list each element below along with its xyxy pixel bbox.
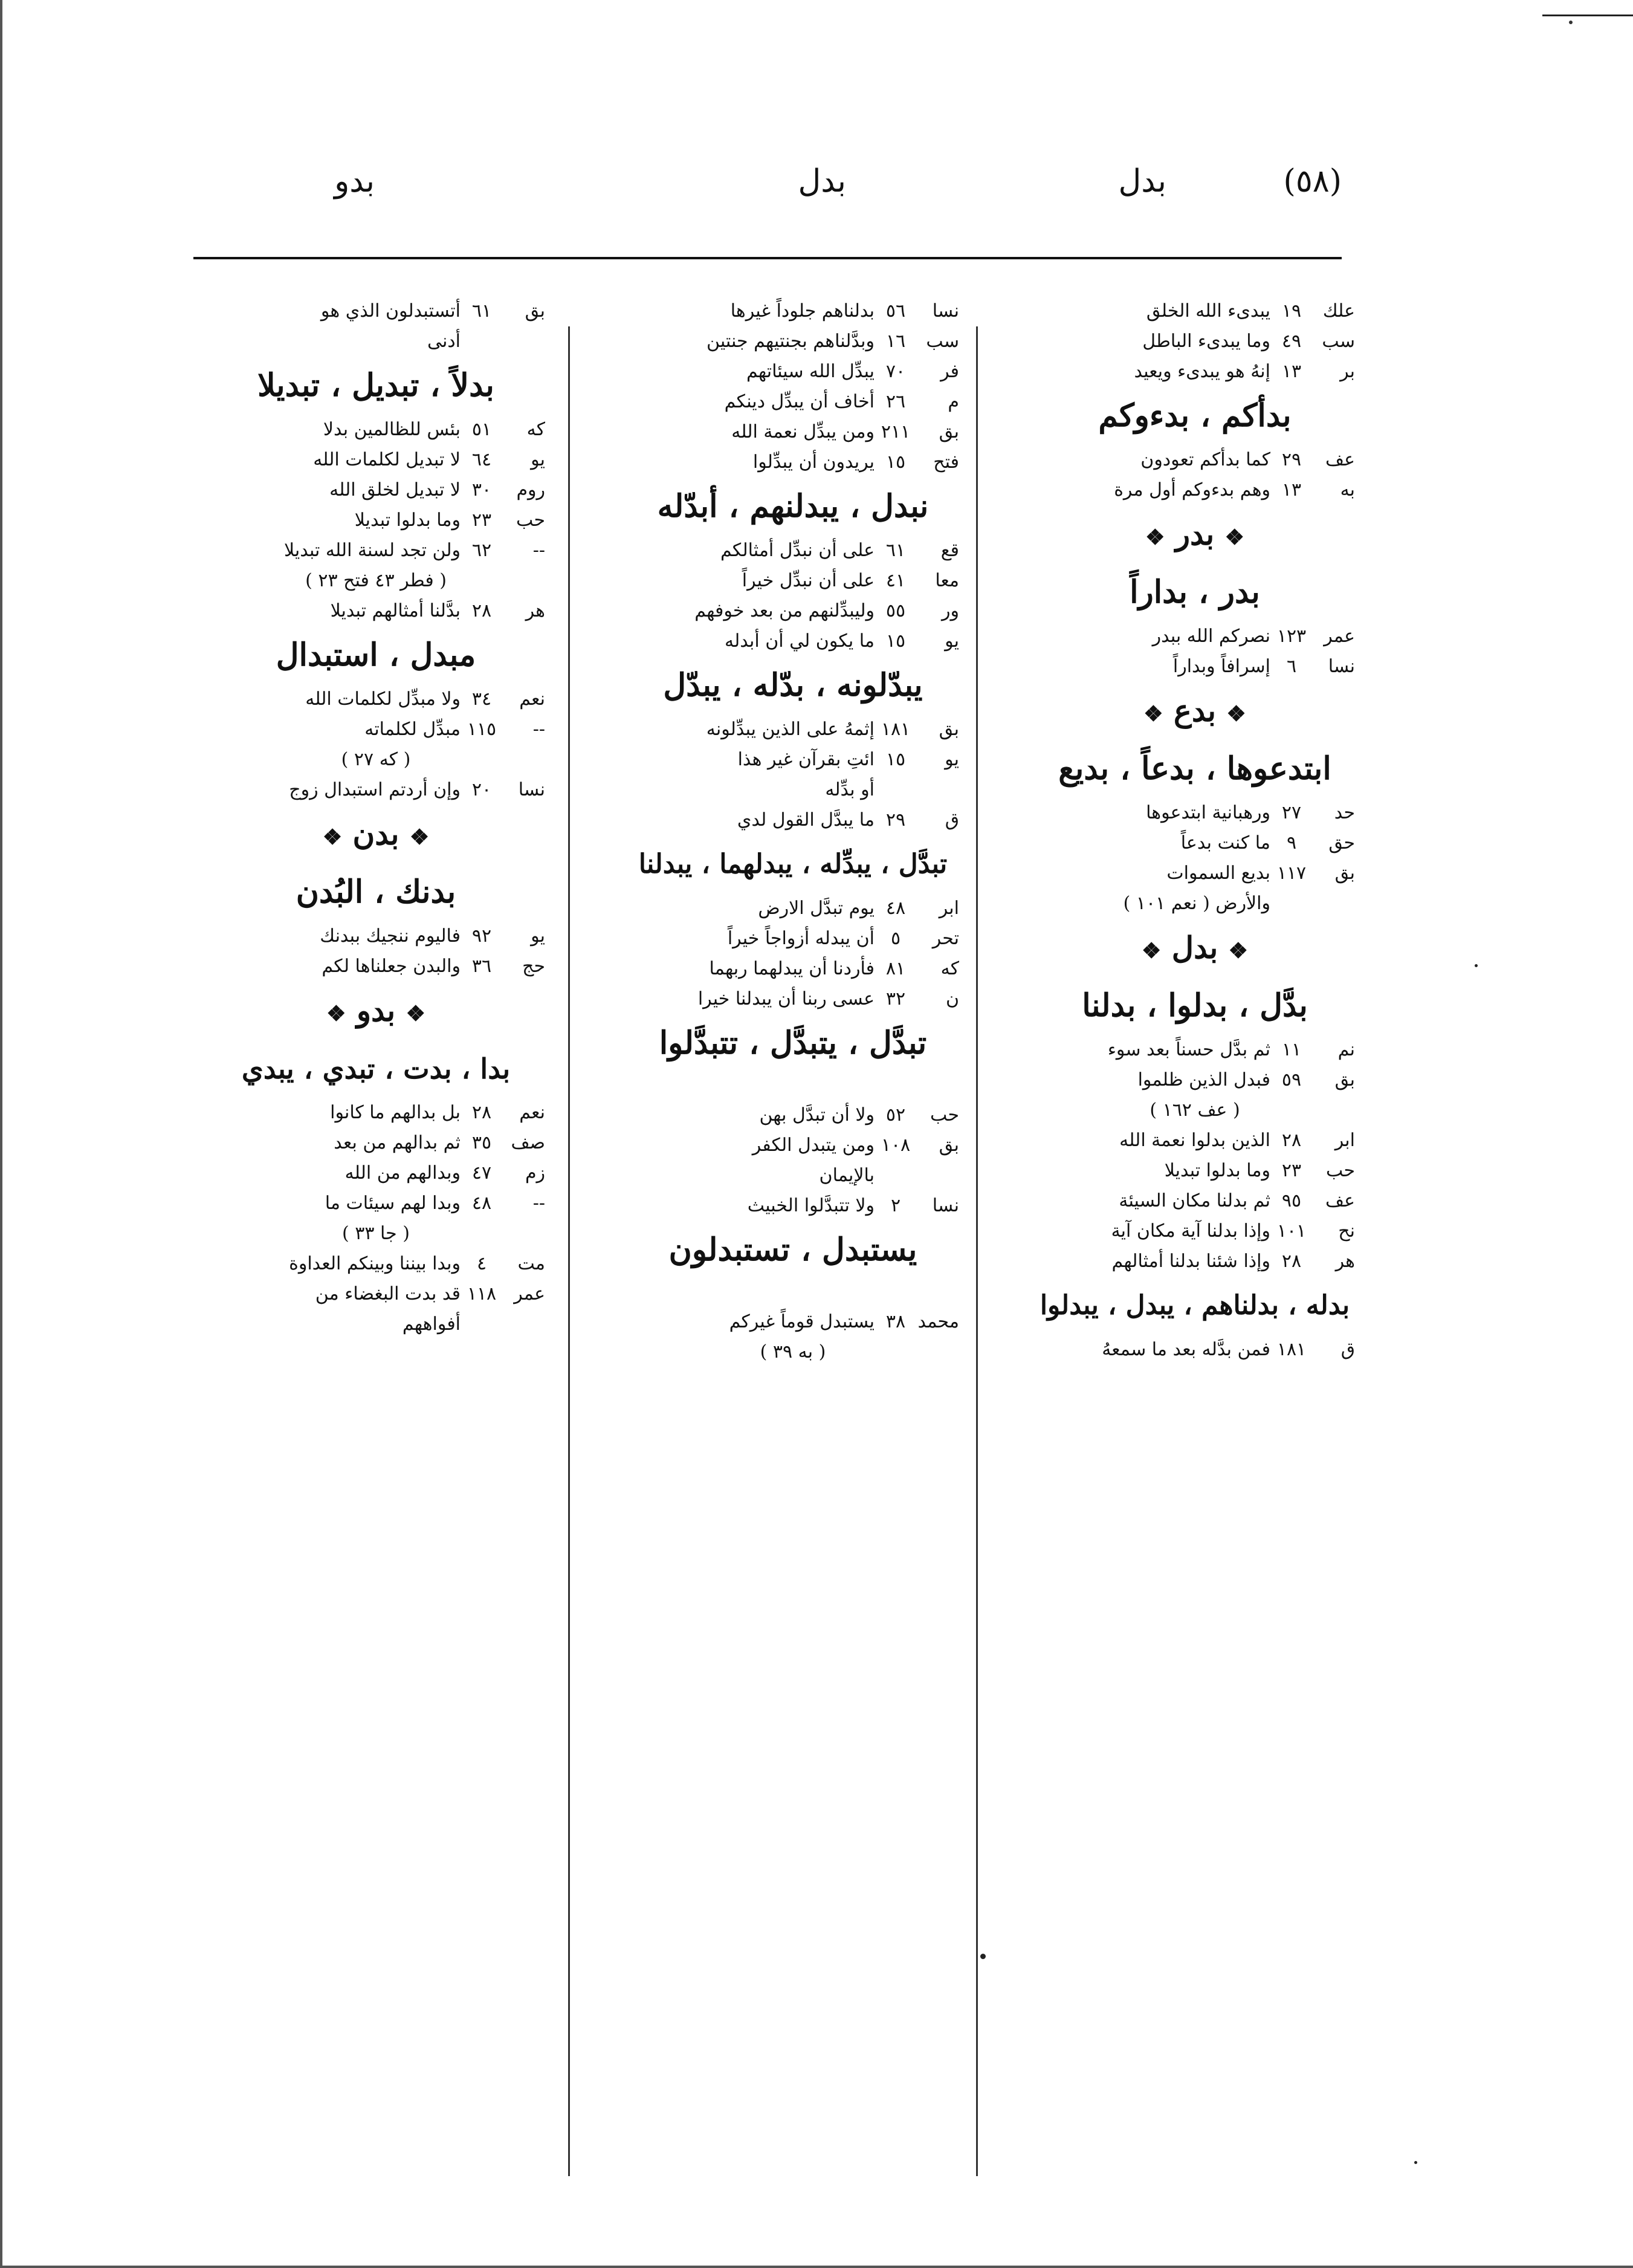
verse-number: ٢٨: [1281, 1251, 1302, 1272]
scan-speck: [1475, 964, 1478, 967]
verse-number: ٢٩: [1281, 449, 1302, 470]
entry-line: [1035, 1335, 1355, 1365]
verse-ref: عمر: [1324, 626, 1355, 647]
entry-line: [1035, 1246, 1355, 1277]
entry-line: [1035, 828, 1355, 858]
verse-number: ١٠١: [1276, 1220, 1307, 1242]
root-word: بدر: [1175, 516, 1215, 552]
bottom-scan-edge: [0, 2266, 1633, 2268]
verse-number: ٣٦: [471, 956, 492, 977]
verse-text: لا تبديل لخلق الله: [329, 479, 461, 501]
entry-line: [627, 1100, 959, 1130]
root-heading: [1035, 682, 1355, 740]
verse-ref: يو: [945, 749, 959, 770]
verse-ref: نسا: [932, 300, 959, 322]
headword: تبدَّل ، يتبدَّل ، تتبدَّلوا: [659, 1025, 927, 1061]
verse-number: ١١٧: [1276, 863, 1307, 884]
verse-text: ومن يبدِّل نعمة الله: [731, 421, 875, 442]
entry-continuation: أفواههم: [402, 1314, 461, 1335]
entry-line: [1035, 326, 1355, 357]
headword: بدله ، بدلناهم ، يبدل ، يبدلوا: [1040, 1290, 1350, 1321]
root-heading: [1035, 919, 1355, 977]
entry-line: [1035, 1156, 1355, 1186]
headword: بدَّل ، بدلوا ، بدلنا: [1082, 987, 1308, 1024]
headword: بدنك ، البُدن: [296, 873, 456, 910]
verse-text: فاليوم ننجيك ببدنك: [320, 925, 461, 947]
verse-text: يريدون أن يبدِّلوا: [752, 452, 875, 473]
entry-line: [627, 357, 959, 387]
entry-continuation: أو بدِّله: [825, 779, 875, 800]
verse-ref: عف: [1325, 1190, 1355, 1211]
ornament-icon: ❖: [1143, 701, 1163, 727]
ornament-icon: ❖: [326, 1001, 346, 1026]
verse-number: ٣٢: [885, 988, 906, 1009]
entry-continuation: ( به ٣٩ ): [760, 1341, 826, 1362]
verse-number: ٥: [890, 928, 901, 949]
verse-number: ٦٤: [471, 449, 492, 470]
verse-ref: قع: [940, 540, 959, 561]
entry-line: [207, 1098, 545, 1128]
entry-line: [627, 1130, 959, 1161]
headword: يستبدل ، تستبدلون: [668, 1231, 917, 1268]
verse-number: ٢٨: [471, 600, 492, 621]
entry-continuation: ( عف ١٦٢ ): [1150, 1100, 1240, 1121]
verse-number: ٨١: [885, 958, 906, 979]
verse-text: ما يبدَّل القول لدي: [737, 809, 875, 831]
verse-number: ٢: [890, 1195, 901, 1216]
entry-line: [627, 417, 959, 447]
verse-ref: تحر: [932, 928, 959, 949]
entry-line: [207, 475, 545, 505]
verse-ref: نح: [1338, 1220, 1355, 1242]
verse-text: والبدن جعلناها لكم: [322, 956, 461, 977]
verse-number: ٥٢: [885, 1104, 906, 1126]
verse-ref: ابر: [1334, 1130, 1355, 1151]
ornament-icon: ❖: [406, 1001, 425, 1026]
verse-text: ولا تتبدَّلوا الخبيث: [747, 1195, 875, 1216]
verse-number: ٢٧: [1281, 802, 1302, 823]
ornament-icon: ❖: [1226, 701, 1246, 727]
verse-ref: بق: [939, 1135, 959, 1156]
verse-number: ٤١: [885, 570, 906, 591]
entry-line: [627, 596, 959, 626]
headword: نبدل ، يبدلنهم ، أبدّله: [657, 488, 929, 525]
entry-continuation: أدنى: [427, 331, 461, 352]
verse-text: يبدىء الله الخلق: [1146, 300, 1270, 322]
entry-line: [627, 566, 959, 596]
headword: بدر ، بداراً: [1130, 574, 1260, 611]
verse-text: وبدالهم من الله: [344, 1162, 461, 1184]
entry-line: [1035, 798, 1355, 828]
verse-number: ٣٠: [471, 479, 492, 501]
verse-ref: ق: [1340, 1339, 1355, 1360]
verse-number: ٦٢: [471, 540, 492, 561]
entry-line: [627, 626, 959, 656]
verse-ref: ور: [942, 600, 959, 621]
header-root-col1: بدل: [1118, 163, 1166, 199]
verse-ref: --: [532, 540, 545, 561]
entry-line: [627, 1191, 959, 1221]
verse-ref: يو: [945, 630, 959, 652]
ornament-icon: ❖: [322, 825, 343, 850]
spacer: [627, 1279, 959, 1307]
entry-line: [207, 1158, 545, 1188]
verse-text: وهم بدءوكم أول مرة: [1114, 479, 1270, 501]
ornament-icon: ❖: [1224, 525, 1244, 550]
headword: تبدَّل ، يبدِّله ، يبدلهما ، يبدلنا: [638, 849, 948, 880]
entry-line: [1035, 1065, 1355, 1095]
verse-ref: حج: [522, 956, 545, 977]
verse-text: نصركم الله ببدر: [1152, 626, 1270, 647]
verse-text: ولا أن تبدَّل بهن: [759, 1104, 875, 1126]
headword: مبدل ، استبدال: [276, 637, 476, 673]
verse-text: وبدا لهم سيئات ما: [325, 1193, 461, 1214]
spacer: [627, 1072, 959, 1100]
verse-text: بديع السموات: [1166, 863, 1270, 884]
verse-text: الذين بدلوا نعمة الله: [1119, 1130, 1270, 1151]
entry-line: [1035, 1186, 1355, 1216]
headword: بدلاً ، تبديل ، تبديلا: [257, 367, 494, 404]
verse-number: ١١٨: [467, 1283, 497, 1304]
headword: بدا ، بدت ، تبدي ، يبدي: [241, 1052, 511, 1085]
header-root-col2: بدل: [798, 163, 846, 199]
entry-line: [207, 951, 545, 982]
entry-line: [627, 714, 959, 745]
verse-ref: عف: [1325, 449, 1355, 470]
entry-line: [627, 893, 959, 924]
verse-number: ٢٨: [471, 1102, 492, 1123]
entry-continuation: والأرض ( نعم ١٠١ ): [1123, 893, 1270, 914]
verse-ref: هر: [1335, 1251, 1355, 1272]
verse-ref: حب: [930, 1104, 959, 1126]
verse-number: ١٨١: [1276, 1339, 1307, 1360]
verse-ref: يو: [531, 925, 545, 947]
verse-number: ٣٥: [471, 1132, 492, 1153]
entry-line: [207, 445, 545, 475]
entry-line: [1035, 296, 1355, 326]
root-word: بدن: [352, 816, 399, 852]
verse-number: ١٩: [1281, 300, 1302, 322]
verse-number: ٧٠: [885, 361, 906, 382]
verse-number: ٢١١: [881, 421, 911, 442]
left-scan-edge: [0, 0, 2, 2268]
entry-line: [1035, 858, 1355, 889]
verse-text: ثم بدَّل حسناً بعد سوء: [1107, 1039, 1270, 1060]
entry-line: [627, 387, 959, 417]
verse-number: ٦١: [885, 540, 906, 561]
verse-ref: معا: [935, 570, 959, 591]
verse-ref: يو: [531, 449, 545, 470]
verse-text: أتستبدلون الذي هو: [320, 300, 461, 322]
verse-ref: فر: [940, 361, 959, 382]
verse-text: ولا مبدِّل لكلمات الله: [305, 688, 461, 710]
root-word: بدو: [356, 993, 396, 1028]
verse-text: وبدَّلناهم بجنتيهم جنتين: [707, 331, 875, 352]
verse-text: ثم بدلنا مكان السيئة: [1119, 1190, 1270, 1211]
ornament-icon: ❖: [409, 825, 430, 850]
entry-line: [1035, 357, 1355, 387]
header-root-col3: بدو: [334, 163, 375, 199]
entry-line: [207, 1128, 545, 1158]
ornament-icon: ❖: [1145, 525, 1165, 550]
verse-number: ٩٥: [1281, 1190, 1302, 1211]
verse-ref: بر: [1340, 361, 1355, 382]
verse-text: بدَّلنا أمثالهم تبديلا: [330, 600, 461, 621]
verse-number: ٣٨: [885, 1311, 906, 1332]
verse-ref: بق: [1334, 1069, 1355, 1090]
verse-text: ومن يتبدل الكفر: [752, 1135, 875, 1156]
ornament-icon: ❖: [1142, 938, 1162, 964]
entry-line: [207, 596, 545, 626]
verse-text: إسرافاً وبداراً: [1172, 656, 1270, 677]
verse-text: يستبدل قوماً غيركم: [729, 1311, 875, 1332]
entry-line: [207, 415, 545, 445]
verse-number: ٢٣: [1281, 1160, 1302, 1181]
entry-line: [627, 984, 959, 1014]
verse-text: على أن نبدِّل خيراً: [742, 570, 875, 591]
verse-ref: محمد: [917, 1311, 959, 1332]
root-word: بدل: [1171, 930, 1218, 965]
verse-text: فمن بدَّله بعد ما سمعهُ: [1102, 1339, 1270, 1360]
ornament-icon: ❖: [1228, 938, 1248, 964]
verse-number: ١٦: [885, 331, 906, 352]
scan-speck: [1414, 2161, 1417, 2164]
root-heading: [207, 982, 545, 1040]
headword: بدأكم ، بدءوكم: [1098, 397, 1292, 434]
verse-ref: نسا: [1328, 656, 1355, 677]
column-3: [207, 296, 545, 1340]
verse-ref: بق: [939, 421, 959, 442]
root-heading: [1035, 505, 1355, 563]
verse-ref: حب: [1325, 1160, 1355, 1181]
verse-text: وليبدِّلنهم من بعد خوفهم: [694, 600, 875, 621]
verse-text: وما بدلوا تبديلا: [354, 510, 461, 531]
verse-ref: نم: [1337, 1039, 1355, 1060]
entry-line: [627, 924, 959, 954]
column-2: [627, 296, 959, 1367]
verse-text: إثمهُ على الذين يبدِّلونه: [706, 719, 875, 740]
entry-line: [627, 447, 959, 478]
verse-text: وإن أردتم استبدال زوج: [289, 779, 461, 800]
verse-number: ٤٨: [471, 1193, 492, 1214]
verse-text: ائتِ بقرآن غير هذا: [737, 749, 875, 770]
verse-ref: حق: [1328, 832, 1355, 854]
entry-line: [1035, 621, 1355, 652]
verse-ref: سب: [1322, 331, 1355, 352]
verse-ref: --: [532, 719, 545, 740]
verse-ref: بق: [1334, 863, 1355, 884]
verse-text: إنهُ هو يبدىء ويعيد: [1134, 361, 1270, 382]
verse-number: ١٨١: [881, 719, 911, 740]
verse-ref: نعم: [519, 688, 545, 710]
verse-number: ٢٨: [1281, 1130, 1302, 1151]
verse-text: ما كنت بدعاً: [1180, 832, 1270, 854]
verse-ref: بق: [525, 300, 545, 322]
verse-number: ١١: [1281, 1039, 1302, 1060]
verse-number: ٢٠: [471, 779, 492, 800]
verse-number: ١٥: [885, 452, 906, 473]
entry-line: [207, 296, 545, 326]
verse-ref: حب: [516, 510, 545, 531]
entry-line: [627, 745, 959, 775]
verse-text: فأردنا أن يبدلهما ربهما: [709, 958, 875, 979]
verse-ref: هر: [525, 600, 545, 621]
entry-line: [1035, 652, 1355, 682]
verse-ref: حد: [1334, 802, 1355, 823]
verse-text: كما بدأكم تعودون: [1140, 449, 1270, 470]
verse-number: ١٥: [885, 749, 906, 770]
column-divider: [568, 326, 570, 2176]
entry-line: [207, 536, 545, 566]
corner-dot: [1569, 21, 1573, 24]
entry-line: [207, 1188, 545, 1219]
verse-ref: --: [532, 1193, 545, 1214]
verse-number: ٩٢: [471, 925, 492, 947]
verse-number: ١٠٨: [881, 1135, 911, 1156]
verse-number: ٥١: [471, 419, 492, 440]
column-1: [1035, 296, 1355, 1365]
entry-line: [207, 714, 545, 745]
entry-line: [207, 1279, 545, 1309]
verse-ref: سب: [926, 331, 959, 352]
verse-text: أخاف أن يبدِّل دينكم: [724, 391, 875, 412]
verse-ref: مت: [517, 1253, 545, 1274]
header-rule: [193, 257, 1342, 259]
verse-ref: ن: [945, 988, 959, 1009]
entry-continuation: بالإيمان: [819, 1165, 875, 1186]
verse-ref: صف: [511, 1132, 545, 1153]
entry-line: [627, 954, 959, 984]
verse-text: على أن نبدِّل أمثالكم: [720, 540, 875, 561]
verse-ref: م: [948, 391, 959, 412]
entry-line: [1035, 475, 1355, 505]
entry-continuation: ( فطر ٤٣ فتح ٢٣ ): [305, 570, 447, 591]
verse-number: ٥٥: [885, 600, 906, 621]
entry-line: [627, 326, 959, 357]
verse-ref: به: [1340, 479, 1355, 501]
verse-number: ٤٩: [1281, 331, 1302, 352]
entry-line: [207, 684, 545, 714]
verse-text: وما بدلوا تبديلا: [1164, 1160, 1270, 1181]
verse-ref: نعم: [519, 1102, 545, 1123]
verse-number: ٢٦: [885, 391, 906, 412]
headword: ابتدعوها ، بدعاً ، بديع: [1058, 750, 1331, 787]
page-number: (٥٨): [1283, 163, 1342, 199]
verse-ref: نسا: [932, 1195, 959, 1216]
verse-ref: ابر: [939, 898, 959, 919]
verse-text: وإذا بدلنا آية مكان آية: [1111, 1220, 1270, 1242]
verse-text: وما يبدىء الباطل: [1142, 331, 1270, 352]
entry-line: [627, 805, 959, 835]
verse-text: ورهبانية ابتدعوها: [1146, 802, 1270, 823]
entry-line: [627, 296, 959, 326]
column-divider: [976, 326, 978, 2176]
verse-number: ٤٧: [471, 1162, 492, 1184]
verse-ref: روم: [516, 479, 545, 501]
headword: يبدّلونه ، بدّله ، يبدّل: [663, 667, 923, 704]
scan-speck: [980, 1954, 986, 1959]
entry-continuation: ( جا ٣٣ ): [342, 1223, 410, 1244]
verse-text: بدلناهم جلوداً غيرها: [730, 300, 875, 322]
verse-number: ١٢٣: [1276, 626, 1307, 647]
verse-text: فبدل الذين ظلموا: [1137, 1069, 1270, 1090]
root-word: بدع: [1174, 693, 1216, 728]
verse-number: ٦: [1286, 656, 1297, 677]
entry-line: [207, 775, 545, 805]
entry-line: [1035, 1216, 1355, 1246]
verse-number: ٦١: [471, 300, 492, 322]
verse-number: ٣٤: [471, 688, 492, 710]
verse-ref: علك: [1322, 300, 1355, 322]
entry-line: [1035, 1035, 1355, 1065]
root-heading: [207, 805, 545, 863]
verse-ref: كه: [940, 958, 959, 979]
verse-number: ١٥: [885, 630, 906, 652]
verse-text: يبدِّل الله سيئاتهم: [746, 361, 875, 382]
corner-rule: [1542, 0, 1633, 16]
verse-number: ٤: [476, 1253, 487, 1274]
verse-text: أن يبدله أزواجاً خيراً: [727, 928, 875, 949]
verse-text: ثم بدالهم من بعد: [334, 1132, 461, 1153]
verse-text: بل بدالهم ما كانوا: [330, 1102, 461, 1123]
verse-number: ٢٣: [471, 510, 492, 531]
verse-ref: كه: [526, 419, 545, 440]
verse-ref: عمر: [514, 1283, 545, 1304]
verse-ref: نسا: [518, 779, 545, 800]
verse-ref: ق: [945, 809, 959, 831]
verse-number: ٤٨: [885, 898, 906, 919]
entry-line: [1035, 445, 1355, 475]
verse-number: ١١٥: [467, 719, 497, 740]
verse-text: وبدا بيننا وبينكم العداوة: [289, 1253, 461, 1274]
verse-text: ما يكون لي أن أبدله: [725, 630, 875, 652]
verse-text: ولن تجد لسنة الله تبديلا: [283, 540, 461, 561]
entry-line: [207, 921, 545, 951]
verse-number: ٥٩: [1281, 1069, 1302, 1090]
verse-ref: بق: [939, 719, 959, 740]
verse-text: عسى ربنا أن يبدلنا خيرا: [697, 988, 875, 1009]
verse-number: ٢٩: [885, 809, 906, 831]
verse-text: يوم تبدَّل الارض: [758, 898, 875, 919]
verse-ref: فتح: [933, 452, 959, 473]
entry-line: [627, 1307, 959, 1337]
verse-number: ٥٦: [885, 300, 906, 322]
verse-ref: زم: [525, 1162, 545, 1184]
verse-number: ١٣: [1281, 361, 1302, 382]
entry-line: [627, 536, 959, 566]
verse-text: مبدِّل لكلماته: [364, 719, 461, 740]
verse-text: بئس للظالمين بدلا: [323, 419, 461, 440]
verse-number: ٩: [1286, 832, 1297, 854]
entry-line: [1035, 1126, 1355, 1156]
verse-text: وإذا شئنا بدلنا أمثالهم: [1111, 1251, 1270, 1272]
entry-line: [207, 505, 545, 536]
verse-text: لا تبديل لكلمات الله: [313, 449, 461, 470]
verse-text: قد بدت البغضاء من: [315, 1283, 461, 1304]
entry-continuation: ( كه ٢٧ ): [341, 749, 411, 770]
verse-number: ١٣: [1281, 479, 1302, 501]
page-header: [193, 163, 1342, 224]
entry-line: [207, 1249, 545, 1279]
